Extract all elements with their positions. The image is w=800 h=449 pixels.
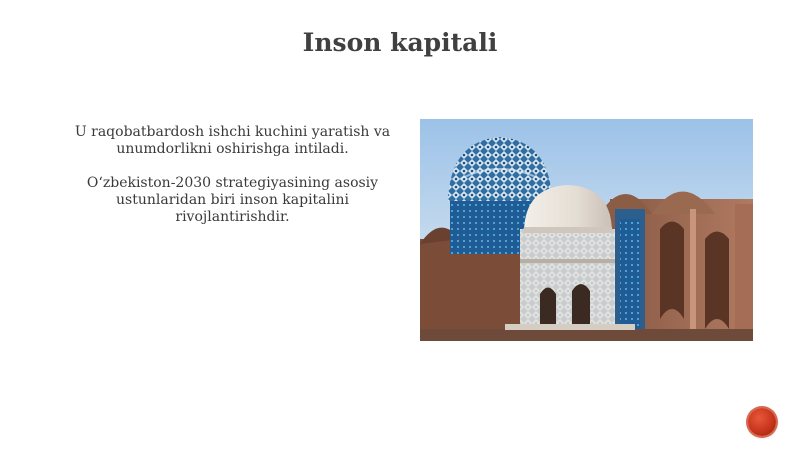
next-slide-button[interactable] bbox=[748, 408, 776, 436]
mausoleum-photo bbox=[420, 119, 753, 341]
paragraph-1: U raqobatbardosh ishchi kuchini yaratish va unumdorlikni oshirishga intiladi. bbox=[74, 124, 391, 157]
slide-body bbox=[60, 124, 405, 226]
slide-title: Inson kapitali bbox=[302, 28, 498, 57]
paragraph-2: O‘zbekiston-2030 strategiyasining asosiy ustunlaridan biri inson kapitalini rivojlantirishdir. bbox=[86, 175, 379, 225]
